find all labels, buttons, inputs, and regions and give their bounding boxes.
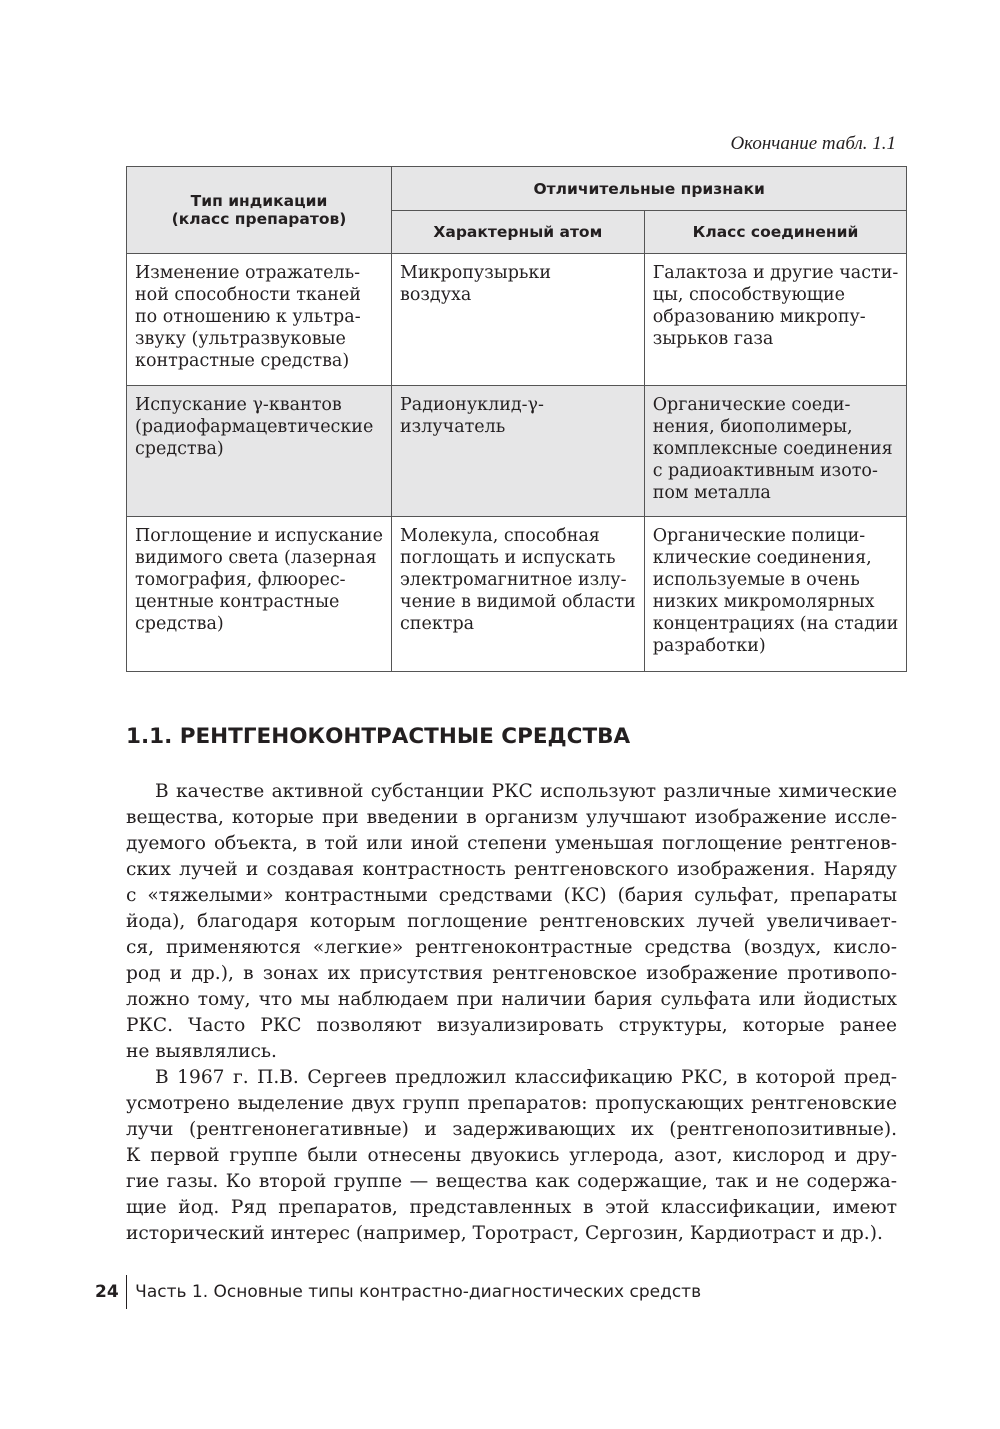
paragraph [126,1065,897,1247]
cell-line: видимого света (лазерная [135,548,377,568]
cell-line: пом металла [652,483,771,503]
cell-line: томография, флюорес- [135,570,346,590]
paragraph-line: род и др.), в зонах их присутствия рентгеновское изображение противопо- [126,963,897,984]
cell-line: электромагнитное излу- [400,570,627,590]
cell-line: клические соединения, [652,548,872,568]
paragraph-line: щие йод. Ряд препаратов, представленных в этой классификации, имеют [126,1197,897,1218]
page-number: 24 [95,1282,119,1302]
footer-divider [126,1275,128,1309]
paragraph-line: с «тяжелыми» контрастными средствами (КС) (бария сульфат, препараты [126,885,897,906]
table-1-1 [126,166,907,672]
cell-line: с радиоактивным изото- [652,461,878,481]
paragraph-line: В 1967 г. П.В. Сергеев предложил классификацию РКС, в которой пред- [155,1067,897,1088]
section-title: 1.1. РЕНТГЕНОКОНТРАСТНЫЕ СРЕДСТВА [126,724,631,749]
table-cell [644,517,907,672]
table-cell [127,386,392,517]
cell-line: чение в видимой области [400,592,636,612]
cell-line: концентрациях (на стадии [652,614,899,634]
cell-line: низких микромолярных [652,592,875,612]
cell-line: звуку (ультразвуковые [135,329,346,349]
table-row [127,386,907,517]
cell-line: Микропузырьки [400,263,552,283]
page-footer [95,1276,701,1308]
table-row [127,254,907,386]
cell-line: центные контрастные [135,592,340,612]
cell-line: средства) [135,439,224,459]
cell-line: контрастные средства) [135,351,350,371]
cell-line: ной способности тканей [135,285,361,305]
table-cell [644,386,907,517]
cell-line: образованию микропу- [652,307,866,327]
paragraph-line: В качестве активной субстанции РКС используют различные химические [155,781,897,802]
paragraph-line: йода), благодаря которым поглощение рентгеновских лучей увеличивает- [126,911,897,932]
header-compound-class: Класс соединений [644,211,907,254]
paragraph-line: РКС. Часто РКС позволяют визуализировать структуры, которые ранее [126,1015,897,1036]
paragraph-line: вещества, которые при введении в организм улучшают изображение иссле- [126,807,897,828]
table-cell [392,517,645,672]
cell-line: спектра [400,614,475,634]
paragraph-line: ложно тому, что мы наблюдаем при наличии бария сульфата или йодистых [126,989,897,1010]
cell-line: средства) [135,614,224,634]
table-cell [392,386,645,517]
paragraph-line: ся, применяются «легкие» рентгеноконтрастные средства (воздух, кисло- [126,937,897,958]
cell-line: Поглощение и испускание [135,526,383,546]
cell-line: используемые в очень [652,570,860,590]
cell-line: Радионуклид-γ- [400,395,544,415]
cell-line: Галактоза и другие части- [652,263,899,283]
table-caption: Окончание табл. 1.1 [730,133,896,154]
paragraph-line: гие газы. Ко второй группе — вещества как содержащие, так и не содержа- [126,1171,897,1192]
header-line: Тип индикации [190,192,328,210]
cell-line: цы, способствующие [652,285,846,305]
paragraph [126,779,897,1065]
cell-line: нения, биополимеры, [652,417,853,437]
table-cell [392,254,645,386]
header-indication-type [127,167,392,254]
paragraph-line: усмотрено выделение двух групп препаратов: пропускающих рентгеновские [126,1093,897,1114]
header-line: (класс препаратов) [171,210,347,228]
cell-line: воздуха [400,285,472,305]
cell-line: по отношению к ультра- [135,307,361,327]
running-title: Часть 1. Основные типы контрастно-диагностических средств [135,1282,702,1302]
paragraph-line: дуемого объекта, в той или иной степени уменьшая поглощение рентгенов- [126,833,897,854]
paragraph-line: лучи (рентгенонегативные) и задерживающих их (рентгенопозитивные). [126,1119,897,1140]
cell-line: поглощать и испускать [400,548,616,568]
cell-line: Изменение отражатель- [135,263,361,283]
header-distinguishing-features: Отличительные признаки [392,167,907,211]
table-cell [644,254,907,386]
cell-line: комплексные соединения [652,439,893,459]
cell-line: Испускание γ-квантов [135,395,342,415]
paragraph-line: исторический интерес (например, Торотраст, Сергозин, Кардиотраст и др.). [126,1223,883,1244]
table-cell [127,517,392,672]
cell-line: (радиофармацевтические [135,417,374,437]
cell-line: зырьков газа [652,329,774,349]
cell-line: разработки) [652,636,766,656]
cell-line: Органические соеди- [652,395,851,415]
table-row [127,517,907,672]
header-characteristic-atom: Характерный атом [392,211,645,254]
table-cell [127,254,392,386]
paragraph-line: ских лучей и создавая контрастность рентгеновского изображения. Наряду [126,859,897,880]
cell-line: Органические полици- [652,526,866,546]
paragraph-line: К первой группе были отнесены двуокись углерода, азот, кислород и дру- [126,1145,897,1166]
paragraph-line: не выявлялись. [126,1041,277,1062]
cell-line: Молекула, способная [400,526,600,546]
cell-line: излучатель [400,417,506,437]
